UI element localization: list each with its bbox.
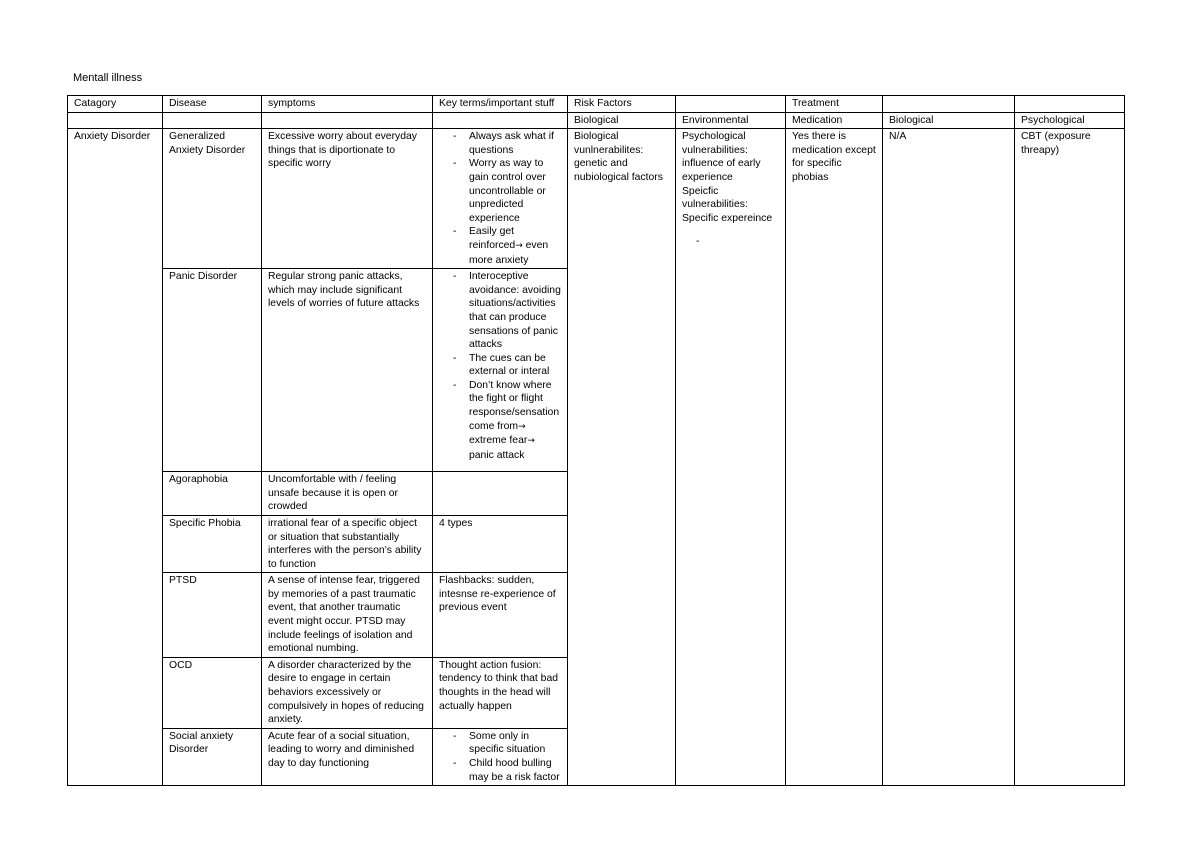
subheader-cell (433, 112, 568, 129)
header-cell (676, 96, 786, 113)
list-item (439, 379, 561, 463)
mental-illness-table (67, 95, 1125, 786)
arrow-icon: → (518, 421, 526, 432)
environmental-text: Speicfic vulnerabilities: Specific expereince (682, 185, 773, 224)
disease-cell: OCD (163, 657, 262, 728)
list-item-text: even more anxiety (469, 239, 549, 266)
treatment-medication-cell: Yes there is medication except for specific phobias (786, 129, 883, 786)
key-terms-cell: Thought action fusion: tendency to think that bad thoughts in the head will actually happen (433, 657, 568, 728)
list-item: - (696, 236, 700, 248)
list-item (439, 225, 561, 267)
header-cell: Catagory (68, 96, 163, 113)
key-terms-list (439, 270, 561, 462)
list-item: - Interoceptive avoidance: avoiding situations/activities that can produce sensations of panic attacks (439, 270, 561, 352)
header-cell: Disease (163, 96, 262, 113)
risk-environmental-cell (676, 129, 786, 786)
subheader-cell: Biological (883, 112, 1015, 129)
subheader-row (68, 112, 1125, 129)
header-cell: symptoms (262, 96, 433, 113)
symptoms-cell: Acute fear of a social situation, leading to worry and diminished day to day functioning (262, 728, 433, 785)
arrow-icon: → (515, 240, 523, 251)
list-item-text: Don’t know where the fight or flight response/sensation come from (469, 379, 560, 432)
list-item: - Worry as way to gain control over uncontrollable or unpredicted experience (439, 157, 561, 225)
table-row (68, 129, 1125, 269)
key-terms-list (439, 730, 561, 784)
symptoms-cell: A disorder characterized by the desire to engage in certain behaviors excessively or compulsively in hopes of reducing anxiety. (262, 657, 433, 728)
disease-cell: Generalized Anxiety Disorder (163, 129, 262, 269)
category-cell: Anxiety Disorder (68, 129, 163, 786)
subheader-cell: Medication (786, 112, 883, 129)
page-title: Mentall illness (73, 72, 143, 84)
list-item-text: Easily get reinforced (469, 226, 516, 251)
symptoms-cell: Uncomfortable with / feeling unsafe because it is open or crowded (262, 472, 433, 516)
key-terms-cell (433, 129, 568, 269)
disease-cell: Social anxiety Disorder (163, 728, 262, 785)
subheader-cell: Psychological (1015, 112, 1125, 129)
list-item: - Some only in specific situation (439, 730, 561, 757)
list-item-text: panic attack (469, 449, 525, 461)
disease-cell: PTSD (163, 573, 262, 658)
header-cell: Risk Factors (568, 96, 676, 113)
disease-cell: Panic Disorder (163, 269, 262, 472)
header-row (68, 96, 1125, 113)
risk-biological-cell: Biological vunlnerabilites: genetic and nubiological factors (568, 129, 676, 786)
symptoms-cell: Regular strong panic attacks, which may include significant levels of worries of future attacks (262, 269, 433, 472)
symptoms-cell: irrational fear of a specific object or situation that substantially interferes with the person’s ability to function (262, 515, 433, 572)
treatment-biological-cell: N/A (883, 129, 1015, 786)
key-terms-list (439, 130, 561, 267)
symptoms-cell: A sense of intense fear, triggered by memories of a past traumatic event, that another traumatic event might occur. PTSD may include feelings of isolation and emotional numbing. (262, 573, 433, 658)
header-cell: Key terms/important stuff (433, 96, 568, 113)
arrow-icon: → (527, 436, 535, 447)
subheader-cell (163, 112, 262, 129)
key-terms-cell (433, 728, 568, 785)
subheader-cell: Environmental (676, 112, 786, 129)
header-cell (1015, 96, 1125, 113)
list-item: - Child hood bulling may be a risk factor (439, 757, 561, 784)
subheader-cell (262, 112, 433, 129)
treatment-psychological-cell: CBT (exposure threapy) (1015, 129, 1125, 786)
environmental-text: Psychological vulnerabilities: influence of early experience (682, 131, 761, 183)
key-terms-cell: 4 types (433, 515, 568, 572)
disease-cell: Specific Phobia (163, 515, 262, 572)
header-cell: Treatment (786, 96, 883, 113)
list-item: - The cues can be external or interal (439, 352, 561, 379)
symptoms-cell: Excessive worry about everyday things that is diportionate to specific worry (262, 129, 433, 269)
key-terms-cell (433, 269, 568, 472)
key-terms-cell (433, 472, 568, 516)
disease-cell: Agoraphobia (163, 472, 262, 516)
key-terms-cell: Flashbacks: sudden, intesnse re-experience of previous event (433, 573, 568, 658)
subheader-cell: Biological (568, 112, 676, 129)
list-item-text: extreme fear (469, 435, 528, 447)
list-item: - Always ask what if questions (439, 130, 561, 157)
subheader-cell (68, 112, 163, 129)
header-cell (883, 96, 1015, 113)
